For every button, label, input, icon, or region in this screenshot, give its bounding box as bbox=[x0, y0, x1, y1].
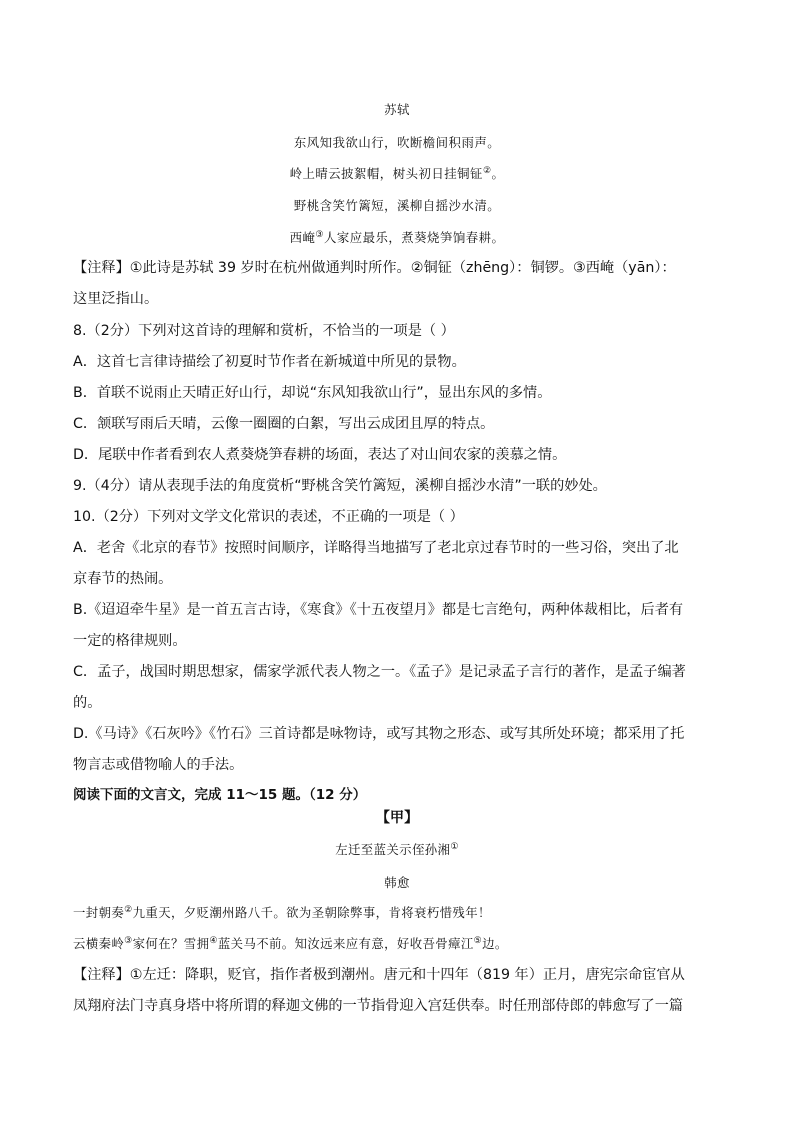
poem2-title: 左迁至蓝关示侄孙湘① bbox=[335, 841, 459, 857]
question-10-option-c-line-2: 的。 bbox=[73, 695, 102, 711]
question-10-option-b-line-2: 一定的格律规则。 bbox=[73, 633, 187, 649]
poem-line-4: 西崦③人家应最乐，煮葵烧笋饷春耕。 bbox=[289, 229, 505, 245]
question-8-option-c: C．颔联写雨后天晴，云像一圈圈的白絮，写出云成团且厚的特点。 bbox=[73, 416, 495, 432]
question-9: 9.（4分）请从表现手法的角度赏析“野桃含笑竹篱短，溪柳自摇沙水清”一联的妙处。 bbox=[73, 478, 607, 494]
question-8-option-d: D．尾联中作者看到农人煮葵烧笋春耕的场面，表达了对山间农家的羡慕之情。 bbox=[73, 447, 567, 463]
section-label-jia: 【甲】 bbox=[375, 810, 419, 826]
poem2-line-1: 一封朝奏②九重天，夕贬潮州路八千。欲为圣朝除弊事，肯将衰朽惜残年！ bbox=[73, 904, 491, 920]
question-8: 8.（2分）下列对这首诗的理解和赏析，不恰当的一项是（ ） bbox=[73, 323, 455, 339]
poem-note-line-1: 【注释】①此诗是苏轼 39 岁时在杭州做通判时所作。②铜钲（zhēng）：铜锣。③西崦（yān）： bbox=[73, 260, 676, 276]
question-10-option-d-line-2: 物言志或借物喻人的手法。 bbox=[73, 757, 244, 773]
poem2-author: 韩愈 bbox=[384, 875, 410, 890]
reading-intro: 阅读下面的文言文，完成 11～15 题。（12 分） bbox=[73, 787, 367, 803]
question-10-option-a-line-1: A．老舍《北京的春节》按照时间顺序，详略得当地描写了老北京过春节时的一些习俗，突出了北 bbox=[73, 540, 679, 556]
poem-author: 苏轼 bbox=[384, 102, 410, 117]
question-8-option-a: A．这首七言律诗描绘了初夏时节作者在新城道中所见的景物。 bbox=[73, 354, 466, 370]
question-10-option-b-line-1: B.《迢迢牵牛星》是一首五言古诗，《寒食》《十五夜望月》都是七言绝句，两种体裁相比，后者有 bbox=[73, 602, 684, 618]
poem2-note-line-1: 【注释】①左迁：降职，贬官，指作者极到潮州。唐元和十四年（819 年）正月，唐宪宗命宦官从 bbox=[73, 967, 685, 983]
poem2-note-line-2: 凤翔府法门寺真身塔中将所谓的释迦文佛的一节指骨迎入宫廷供奉。时任刑部侍郎的韩愈写了一篇 bbox=[73, 998, 684, 1014]
poem-line-1: 东风知我欲山行，吹断檐间积雨声。 bbox=[293, 135, 501, 150]
poem-note-line-2: 这里泛指山。 bbox=[73, 291, 159, 307]
poem-line-2: 岭上晴云披絮帽，树头初日挂铜钲②。 bbox=[289, 165, 505, 181]
question-10-option-d-line-1: D.《马诗》《石灰吟》《竹石》三首诗都是咏物诗，或写其物之形态、或写其所处环境；都采用了托 bbox=[73, 726, 685, 742]
poem-line-3: 野桃含笑竹篱短，溪柳自摇沙水清。 bbox=[293, 198, 501, 213]
poem2-line-2: 云横秦岭③家何在？雪拥④蓝关马不前。知汝远来应有意，好收吾骨瘴江⑤边。 bbox=[73, 935, 508, 951]
question-10-option-a-line-2: 京春节的热闹。 bbox=[73, 571, 173, 587]
question-10: 10.（2分）下列对文学文化常识的表述，不正确的一项是（ ） bbox=[73, 509, 464, 525]
question-10-option-c-line-1: C．孟子，战国时期思想家，儒家学派代表人物之一。《孟子》是记录孟子言行的著作，是孟子编著 bbox=[73, 664, 686, 680]
question-8-option-b: B．首联不说雨止天晴正好山行，却说“东风知我欲山行”，显出东风的多情。 bbox=[73, 385, 552, 401]
